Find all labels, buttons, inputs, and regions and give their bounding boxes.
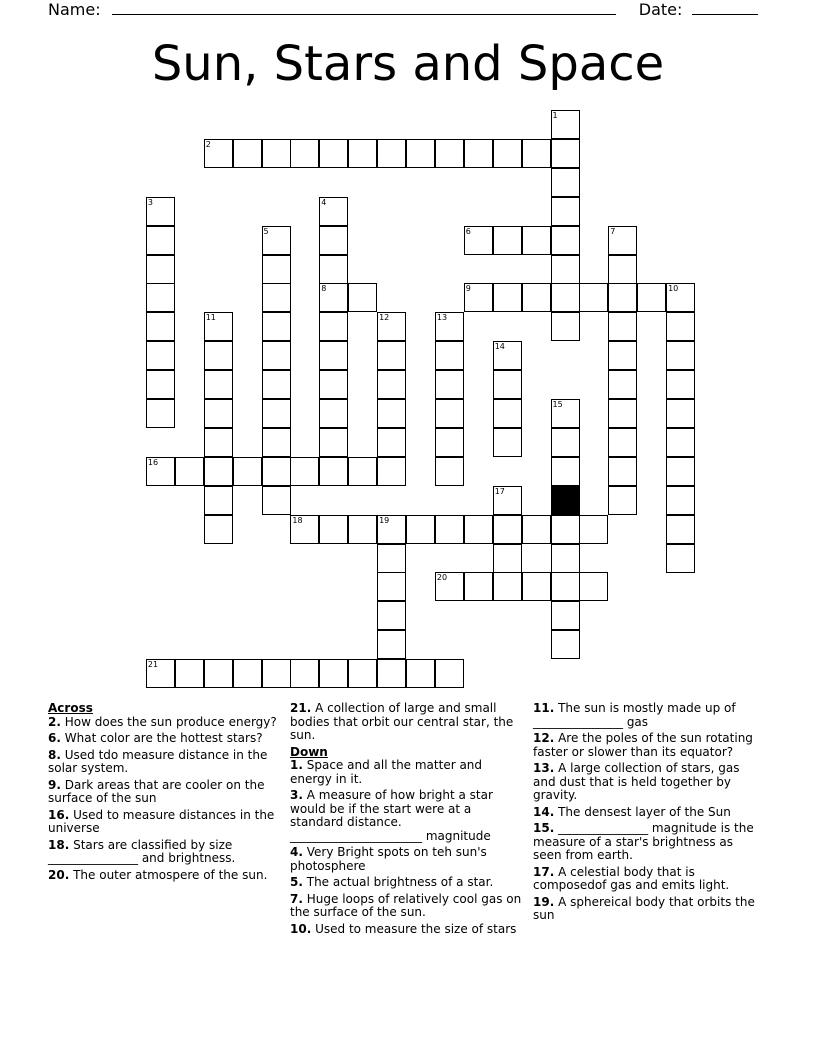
crossword-cell[interactable] [290, 457, 319, 486]
crossword-cell[interactable] [435, 341, 464, 370]
crossword-cell[interactable] [551, 139, 580, 168]
crossword-cell[interactable] [608, 486, 637, 515]
clue-down-11 [533, 702, 765, 729]
crossword-cell[interactable] [608, 226, 637, 255]
crossword-cell[interactable] [262, 226, 291, 255]
crossword-cell[interactable] [290, 139, 319, 168]
clue-text: Used to measure distances in the universe [48, 807, 275, 835]
crossword-cell[interactable] [319, 341, 348, 370]
crossword-cell[interactable] [233, 457, 262, 486]
clue-text: A collection of large and small bodies that orbit our central star, the sun. [290, 701, 514, 742]
crossword-cell[interactable] [377, 601, 406, 630]
crossword-cell[interactable] [493, 572, 522, 601]
crossword-cell[interactable] [666, 428, 695, 457]
clue-number-label: 8. [48, 747, 61, 762]
down-heading: Down [290, 744, 328, 759]
clue-across-21 [290, 702, 522, 743]
crossword-cell[interactable] [204, 399, 233, 428]
crossword-cell[interactable] [493, 139, 522, 168]
clue-text: Huge loops of relatively cool gas on the surface of the sun. [290, 891, 522, 919]
crossword-cell[interactable] [377, 139, 406, 168]
crossword-cell[interactable] [608, 457, 637, 486]
clue-text: Dark areas that are cooler on the surface of the sun [48, 777, 265, 805]
clue-number-label: 3. [290, 788, 303, 802]
clue-number: 19 [379, 515, 390, 525]
clue-down-15 [533, 822, 765, 863]
crossword-cell[interactable] [262, 139, 291, 168]
clue-number: 21 [147, 660, 159, 670]
clue-number-label: 18. [48, 837, 70, 852]
crossword-cell[interactable] [608, 312, 637, 341]
clue-down-1 [290, 759, 522, 786]
crossword-cell[interactable] [435, 515, 464, 544]
clue-number: 8 [321, 284, 327, 294]
crossword-cell[interactable] [608, 255, 637, 284]
crossword-cell[interactable] [464, 226, 493, 255]
clue-number-label: 9. [48, 777, 61, 792]
clue-number-label: 17. [533, 864, 555, 879]
crossword-cell[interactable] [493, 428, 522, 457]
crossword-cell[interactable] [204, 312, 233, 341]
crossword-cell[interactable] [262, 283, 291, 312]
clue-number-label: 14. [533, 804, 555, 819]
crossword-cell[interactable] [204, 341, 233, 370]
crossword-cell[interactable] [377, 428, 406, 457]
clue-down-10 [290, 923, 522, 937]
crossword-cell[interactable] [493, 226, 522, 255]
crossword-cell[interactable] [146, 341, 175, 370]
crossword-cell[interactable] [493, 341, 522, 370]
crossword-cell[interactable] [377, 370, 406, 399]
crossword-cell[interactable] [666, 370, 695, 399]
crossword-cell[interactable] [406, 139, 435, 168]
clue-across-8 [48, 749, 280, 776]
clue-number-label: 2. [48, 714, 61, 729]
crossword-cell[interactable] [666, 544, 695, 573]
crossword-cell[interactable] [551, 283, 580, 312]
crossword-cell[interactable] [319, 659, 348, 688]
crossword-cell[interactable] [435, 457, 464, 486]
clue-text: The outer atmospere of the sun. [73, 867, 268, 882]
clue-number-label: 11. [533, 701, 555, 715]
crossword-cell[interactable] [204, 370, 233, 399]
clue-number: 1 [552, 111, 558, 120]
crossword-cell[interactable] [262, 428, 291, 457]
clue-number: 15 [552, 400, 563, 409]
clue-number: 13 [436, 313, 448, 323]
crossword-cell[interactable] [319, 197, 348, 226]
clue-number-label: 19. [533, 894, 555, 909]
crossword-cell[interactable] [233, 139, 262, 168]
clue-text: Are the poles of the sun rotating faster or slower than its equator? [533, 731, 753, 759]
crossword-cell[interactable] [551, 515, 580, 544]
clue-number: 10 [668, 284, 679, 294]
crossword-cell[interactable] [551, 572, 580, 601]
clue-number: 16 [147, 457, 159, 467]
clue-number-label: 10. [290, 921, 312, 936]
crossword-cell[interactable] [348, 457, 377, 486]
clue-number: 20 [436, 573, 448, 583]
crossword-cell[interactable] [319, 139, 348, 168]
page-title: Sun, Stars and Space [151, 36, 665, 92]
crossword-cell[interactable] [608, 399, 637, 428]
crossword-cell[interactable] [551, 544, 580, 573]
crossword-cell[interactable] [204, 515, 233, 544]
crossword-cell[interactable] [290, 659, 319, 688]
crossword-cell[interactable] [348, 515, 377, 544]
clue-number-label: 4. [290, 845, 303, 859]
crossword-cell[interactable] [377, 630, 406, 659]
clue-number: 11 [205, 313, 216, 323]
clue-number: 14 [494, 342, 505, 352]
crossword-cell[interactable] [522, 283, 551, 312]
crossword-cell[interactable] [666, 399, 695, 428]
crossword-cell[interactable] [493, 544, 522, 573]
clue-number: 17 [494, 486, 505, 496]
crossword-cell[interactable] [262, 312, 291, 341]
clue-number-label: 20. [48, 867, 70, 882]
crossword-cell[interactable] [319, 428, 348, 457]
clue-text: _______________ magnitude is the measure of a star's brightness as seen from earth. [533, 821, 754, 862]
clue-down-4 [290, 846, 522, 873]
crossword-cell[interactable] [262, 486, 291, 515]
crossword-cell[interactable] [319, 399, 348, 428]
crossword-cell[interactable] [204, 139, 233, 168]
crossword-cell[interactable] [666, 515, 695, 544]
crossword-cell[interactable] [608, 428, 637, 457]
crossword-cell[interactable] [262, 370, 291, 399]
clues-column-3 [533, 702, 765, 926]
crossword-cell[interactable] [319, 255, 348, 284]
clue-number: 6 [465, 226, 471, 236]
crossword-cell[interactable] [579, 283, 608, 312]
crossword-cell[interactable] [377, 399, 406, 428]
date-label: Date: [638, 0, 683, 19]
crossword-cell[interactable] [175, 457, 204, 486]
crossword-cell[interactable] [406, 659, 435, 688]
clue-text: A sphereical body that orbits the sun [533, 894, 755, 922]
crossword-cell[interactable] [262, 341, 291, 370]
crossword-cell[interactable] [204, 457, 233, 486]
crossword-cell[interactable] [551, 255, 580, 284]
crossword-cell[interactable] [319, 457, 348, 486]
clue-number: 18 [292, 515, 303, 525]
clue-number: 5 [263, 226, 269, 236]
clue-down-17 [533, 866, 765, 893]
clue-down-19 [533, 896, 765, 923]
clue-number-label: 15. [533, 821, 555, 835]
crossword-cell[interactable] [204, 659, 233, 688]
crossword-cell[interactable] [493, 283, 522, 312]
clue-across-20 [48, 869, 280, 883]
crossword-cell[interactable] [146, 255, 175, 284]
clue-number-label: 7. [290, 891, 303, 906]
clue-down-7 [290, 893, 522, 920]
crossword-cell[interactable] [608, 370, 637, 399]
crossword-cell[interactable] [262, 255, 291, 284]
clue-number-label: 1. [290, 758, 303, 772]
clues-column-2 [290, 702, 522, 939]
crossword-cell[interactable] [493, 399, 522, 428]
name-label: Name: [48, 0, 101, 19]
crossword-cell[interactable] [666, 457, 695, 486]
black-cell [551, 486, 580, 515]
clue-text: A celestial body that is composedof gas and emits light. [533, 864, 730, 892]
crossword-cell[interactable] [377, 659, 406, 688]
crossword-cell[interactable] [262, 659, 291, 688]
crossword-cell[interactable] [204, 428, 233, 457]
crossword-cell[interactable] [608, 341, 637, 370]
crossword-cell[interactable] [522, 226, 551, 255]
clue-number-label: 13. [533, 761, 555, 775]
crossword-cell[interactable] [348, 659, 377, 688]
crossword-cell[interactable] [464, 139, 493, 168]
crossword-cell[interactable] [666, 486, 695, 515]
crossword-cell[interactable] [551, 168, 580, 197]
clue-across-16 [48, 809, 280, 836]
clue-number-label: 12. [533, 731, 555, 745]
crossword-cell[interactable] [551, 601, 580, 630]
clue-text: How does the sun produce energy? [64, 714, 277, 729]
crossword-cell[interactable] [319, 226, 348, 255]
crossword-cell[interactable] [204, 486, 233, 515]
crossword-cell[interactable] [493, 515, 522, 544]
clue-text: Stars are classified by size _______________ and brightness. [48, 837, 236, 865]
crossword-cell[interactable] [551, 630, 580, 659]
crossword-cell[interactable] [522, 572, 551, 601]
crossword-cell[interactable] [319, 312, 348, 341]
clue-number: 12 [379, 313, 390, 323]
crossword-cell[interactable] [464, 515, 493, 544]
crossword-cell[interactable] [319, 370, 348, 399]
clue-across-18 [48, 839, 280, 866]
crossword-cell[interactable] [435, 139, 464, 168]
crossword-cell[interactable] [348, 139, 377, 168]
crossword-cell[interactable] [146, 457, 175, 486]
crossword-cell[interactable] [493, 370, 522, 399]
clue-text: The densest layer of the Sun [558, 804, 731, 819]
crossword-cell[interactable] [435, 312, 464, 341]
crossword-cell[interactable] [666, 312, 695, 341]
clue-number-label: 5. [290, 875, 303, 889]
crossword-cell[interactable] [579, 572, 608, 601]
clue-text: The sun is mostly made up of _______________ gas [533, 701, 736, 729]
clue-number: 9 [465, 284, 471, 294]
crossword-cell[interactable] [377, 572, 406, 601]
clue-text: A measure of how bright a star would be if the start were at a standard distance. ______________________ magnitude [290, 788, 493, 843]
crossword-cell[interactable] [435, 370, 464, 399]
crossword-cell[interactable] [666, 341, 695, 370]
clues-column-1 [48, 702, 280, 885]
crossword-cell[interactable] [522, 515, 551, 544]
clue-down-14 [533, 806, 765, 820]
crossword-cell[interactable] [377, 341, 406, 370]
clue-text: Used tdo measure distance in the solar system. [48, 747, 268, 775]
crossword-cell[interactable] [551, 312, 580, 341]
crossword-cell[interactable] [262, 399, 291, 428]
crossword-cell[interactable] [435, 428, 464, 457]
crossword-cell[interactable] [608, 283, 637, 312]
crossword-cell[interactable] [666, 283, 695, 312]
crossword-cell[interactable] [146, 370, 175, 399]
crossword-cell[interactable] [175, 659, 204, 688]
crossword-cell[interactable] [146, 659, 175, 688]
clue-number: 7 [610, 226, 616, 236]
clue-text: Used to measure the size of stars [315, 921, 517, 936]
crossword-cell[interactable] [637, 283, 666, 312]
crossword-cell[interactable] [579, 515, 608, 544]
crossword-cell[interactable] [319, 283, 348, 312]
clue-down-5 [290, 876, 522, 890]
clue-down-3 [290, 789, 522, 843]
clue-across-9 [48, 779, 280, 806]
clue-text: A large collection of stars, gas and dust that is held together by gravity. [533, 761, 740, 802]
clue-number: 3 [147, 197, 153, 207]
crossword-cell[interactable] [551, 110, 580, 139]
crossword-cell[interactable] [551, 399, 580, 428]
crossword-cell[interactable] [464, 572, 493, 601]
crossword-cell[interactable] [522, 139, 551, 168]
crossword-cell[interactable] [435, 659, 464, 688]
crossword-cell[interactable] [551, 197, 580, 226]
clue-text: Space and all the matter and energy in it. [290, 758, 483, 786]
crossword-cell[interactable] [551, 226, 580, 255]
crossword-cell[interactable] [493, 486, 522, 515]
clue-number-label: 21. [290, 701, 312, 715]
crossword-cell[interactable] [290, 515, 319, 544]
crossword-cell[interactable] [146, 226, 175, 255]
crossword-cell[interactable] [464, 283, 493, 312]
crossword-cell[interactable] [435, 572, 464, 601]
across-heading: Across [48, 701, 93, 715]
crossword-cell[interactable] [551, 428, 580, 457]
crossword-cell[interactable] [146, 283, 175, 312]
clue-across-6 [48, 732, 280, 746]
clue-number: 4 [321, 197, 327, 207]
crossword-cell[interactable] [146, 399, 175, 428]
crossword-cell[interactable] [377, 312, 406, 341]
clue-text: What color are the hottest stars? [64, 731, 263, 745]
crossword-cell[interactable] [551, 457, 580, 486]
crossword-cell[interactable] [262, 457, 291, 486]
crossword-cell[interactable] [348, 283, 377, 312]
crossword-cell[interactable] [435, 399, 464, 428]
crossword-cell[interactable] [377, 457, 406, 486]
clue-text: The actual brightness of a star. [306, 875, 494, 889]
clue-number-label: 16. [48, 807, 70, 822]
clue-down-12 [533, 732, 765, 759]
crossword-cell[interactable] [146, 312, 175, 341]
clue-number: 2 [205, 139, 211, 149]
crossword-cell[interactable] [233, 659, 262, 688]
clue-across-2 [48, 716, 280, 730]
clue-number-label: 6. [48, 731, 61, 745]
clue-down-13 [533, 762, 765, 803]
crossword-cell[interactable] [406, 515, 435, 544]
crossword-cell[interactable] [377, 515, 406, 544]
clue-text: Very Bright spots on teh sun's photosphere [290, 845, 487, 873]
crossword-cell[interactable] [377, 544, 406, 573]
crossword-cell[interactable] [146, 197, 175, 226]
crossword-cell[interactable] [319, 515, 348, 544]
